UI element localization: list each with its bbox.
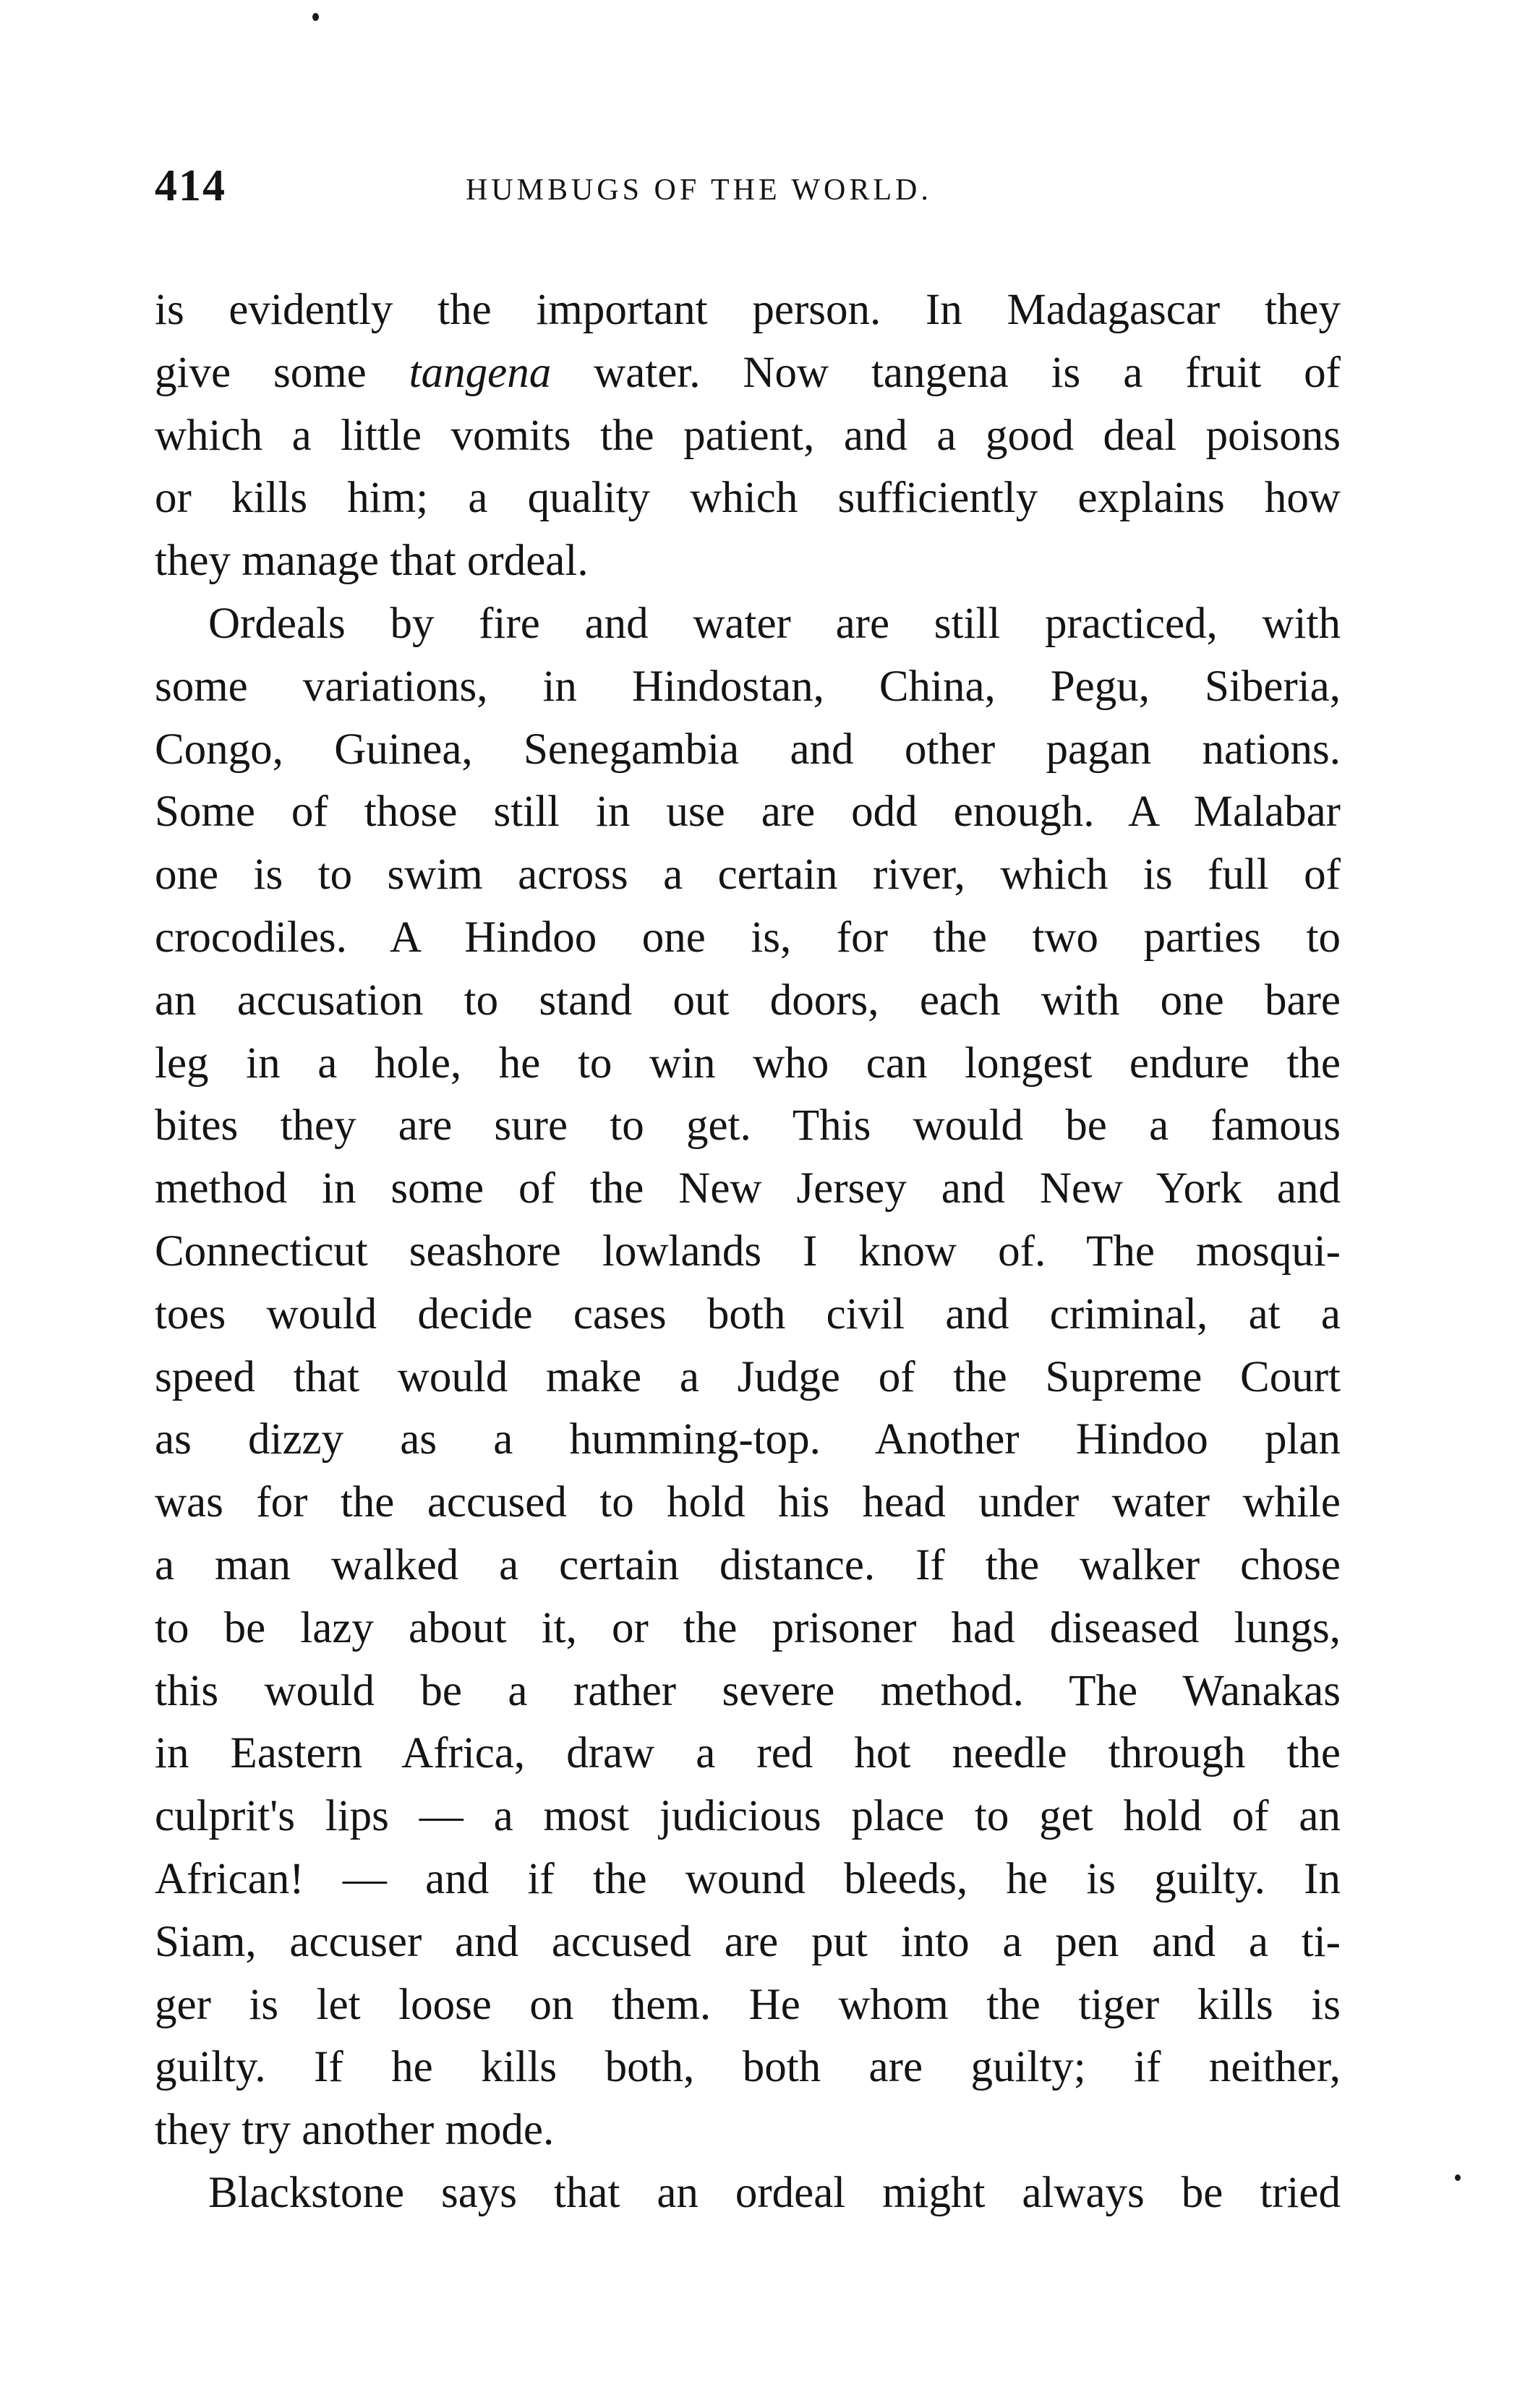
- text-line: Ordeals by fire and water are still practiced, with: [208, 599, 1341, 648]
- text-line: an accusation to stand out doors, each with one bare: [155, 975, 1341, 1025]
- text-line: guilty. If he kills both, both are guilty; if neither,: [155, 2043, 1341, 2092]
- text-line: Siam, accuser and accused are put into a pen and a ti-: [155, 1917, 1341, 1966]
- text-line: a man walked a certain distance. If the walker chose: [155, 1540, 1341, 1589]
- text-line: [155, 342, 1341, 405]
- text-line: culprit's lips — a most judicious place to get hold of an: [155, 1792, 1341, 1841]
- text-line: as dizzy as a humming-top. Another Hindoo plan: [155, 1415, 1341, 1464]
- text-line: they try another mode.: [155, 2106, 555, 2155]
- text-line: some variations, in Hindostan, China, Pegu, Siberia,: [155, 662, 1341, 711]
- text-line: crocodiles. A Hindoo one is, for the two parties to: [155, 913, 1341, 962]
- text-line: toes would decide cases both civil and criminal, at a: [155, 1289, 1341, 1339]
- text-segment: water. Now tangena is a fruit of: [551, 348, 1341, 397]
- text-line: leg in a hole, he to win who can longest endure the: [155, 1038, 1341, 1088]
- text-segment: give some: [155, 348, 409, 397]
- body-text: [155, 279, 1341, 2225]
- text-line: method in some of the New Jersey and New York and: [155, 1164, 1341, 1213]
- emphasized-word: tangena: [409, 348, 552, 397]
- running-title: HUMBUGS OF THE WORLD.: [466, 174, 932, 207]
- text-line: which a little vomits the patient, and a good deal poisons: [155, 411, 1341, 460]
- text-line: in Eastern Africa, draw a red hot needle through the: [155, 1729, 1341, 1778]
- text-line: ger is let loose on them. He whom the tiger kills is: [155, 1980, 1341, 2029]
- text-line: they manage that ordeal.: [155, 537, 589, 586]
- text-line: was for the accused to hold his head under water while: [155, 1478, 1341, 1527]
- text-line: Some of those still in use are odd enough. A Malabar: [155, 787, 1341, 837]
- page-number: 414: [155, 161, 226, 210]
- text-line: bites they are sure to get. This would be a famous: [155, 1101, 1341, 1150]
- text-line: one is to swim across a certain river, which is full of: [155, 850, 1341, 900]
- text-line: to be lazy about it, or the prisoner had diseased lungs,: [155, 1603, 1341, 1652]
- text-line: or kills him; a quality which sufficiently explains how: [155, 474, 1341, 523]
- text-line: African! — and if the wound bleeds, he is guilty. In: [155, 1854, 1341, 1903]
- text-line: this would be a rather severe method. The Wanakas: [155, 1666, 1341, 1715]
- text-line: Connecticut seashore lowlands I know of. The mosqui-: [155, 1226, 1341, 1276]
- ink-speck: [1455, 2174, 1461, 2181]
- text-line: Congo, Guinea, Senegambia and other pagan nations.: [155, 725, 1341, 774]
- text-line: speed that would make a Judge of the Supreme Court: [155, 1352, 1341, 1401]
- text-line: Blackstone says that an ordeal might always be tried: [208, 2168, 1341, 2217]
- ink-speck: [312, 13, 319, 21]
- text-line: is evidently the important person. In Madagascar they: [155, 286, 1341, 334]
- page-header: [155, 153, 1341, 218]
